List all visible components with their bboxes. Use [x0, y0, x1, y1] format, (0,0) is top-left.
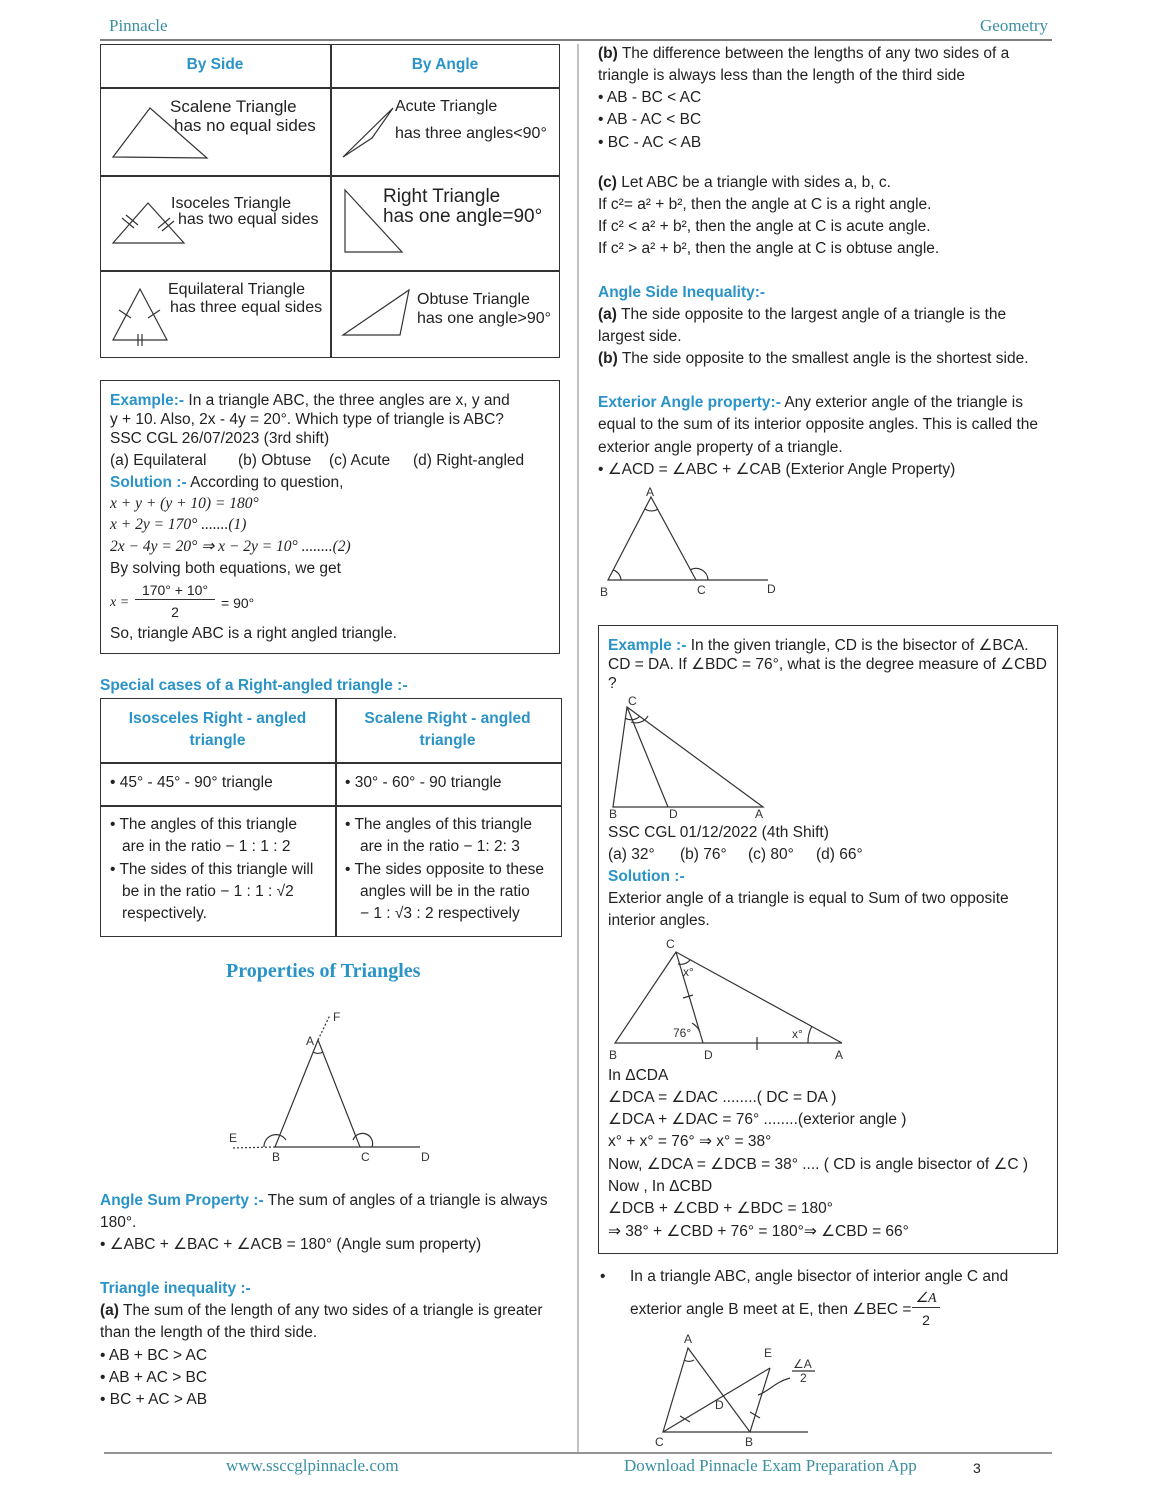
text: equal to the sum of its interior opposite angles. This is called the	[598, 416, 1038, 433]
svg-text:C: C	[666, 937, 675, 951]
text: If c² < a² + b², then the angle at C is acute angle.	[598, 218, 931, 235]
solution-step: ⇒ 38° + ∠CBD + 76° = 180°⇒ ∠CBD = 66°	[608, 1223, 909, 1240]
option-a: (a) 32°	[608, 846, 655, 863]
item-label: (b)	[598, 45, 618, 62]
isosceles-desc: has two equal sides	[178, 211, 319, 228]
list-item: • AB - BC < AC	[598, 89, 702, 106]
text: The side opposite to the largest angle of a triangle is the	[616, 306, 1007, 323]
table-cell: angles will be in the ratio	[360, 883, 530, 900]
fraction-denominator: 2	[171, 604, 179, 620]
fraction-rhs: = 90°	[221, 595, 255, 611]
svg-text:D: D	[715, 1398, 724, 1412]
scalene-desc: has no equal sides	[174, 116, 316, 135]
fraction-numerator: ∠A	[912, 1290, 940, 1308]
svg-text:2: 2	[800, 1371, 807, 1385]
svg-text:C: C	[628, 694, 637, 708]
list-item: • AB - AC < BC	[598, 111, 702, 128]
svg-text:76°: 76°	[673, 1026, 692, 1040]
svg-text:E: E	[764, 1346, 773, 1360]
exam-source: SSC CGL 01/12/2022 (4th Shift)	[608, 824, 829, 841]
solution-step: x + y + (y + 10) = 180°	[110, 495, 259, 512]
bisector-text: exterior angle B meet at E, then ∠BEC =	[630, 1301, 912, 1318]
table-cell: • The sides opposite to these	[345, 861, 545, 878]
svg-text:x°: x°	[683, 965, 694, 979]
svg-text:F: F	[333, 1010, 341, 1024]
option-a: (a) Equilateral	[110, 452, 207, 469]
table-cell: • The angles of this triangle	[110, 816, 297, 833]
fraction-lhs: x =	[110, 595, 130, 610]
table-cell: • 45° - 45° - 90° triangle	[110, 774, 273, 791]
angle-sum-formula: • ∠ABC + ∠BAC + ∠ACB = 180° (Angle sum property)	[100, 1236, 482, 1253]
svg-text:D: D	[767, 582, 776, 596]
solution-step: In ΔCDA	[608, 1067, 669, 1084]
fraction-numerator: 170° + 10°	[135, 582, 215, 600]
question-text: CD = DA. If ∠BDC = 76°, what is the degree measure of ∠CBD	[608, 656, 1047, 673]
solution-text: Exterior angle of a triangle is equal to Sum of two opposite	[608, 890, 1009, 907]
svg-text:∠A: ∠A	[793, 1357, 812, 1371]
equilateral-name: Equilateral Triangle	[168, 281, 305, 298]
item-label: (b)	[598, 350, 618, 367]
svg-text:D: D	[669, 807, 678, 821]
solution-step: Now, ∠DCA = ∠DCB = 38° .... ( CD is angle bisector of ∠C )	[608, 1156, 1029, 1173]
option-c: (c) Acute	[329, 452, 391, 469]
question-text: In a triangle ABC, the three angles are x, y and	[184, 392, 510, 409]
question-text: y + 10. Also, 2x - 4y = 20°. Which type of triangle is ABC?	[110, 411, 504, 428]
question-text: In the given triangle, CD is the bisector of ∠BCA.	[686, 637, 1029, 654]
acute-desc: has three angles<90°	[395, 125, 547, 142]
right-desc: has one angle=90°	[383, 206, 543, 227]
item-label: (a)	[100, 1302, 119, 1319]
list-item: • BC + AC > AB	[100, 1391, 208, 1408]
table-cell: − 1 : √3 : 2 respectively	[360, 905, 520, 922]
solution-step: 2x − 4y = 20° ⇒ x − 2y = 10° ........(2)	[110, 538, 351, 555]
obtuse-desc: has one angle>90°	[417, 310, 552, 327]
list-item: • BC - AC < AB	[598, 134, 702, 151]
exterior-formula: • ∠ACD = ∠ABC + ∠CAB (Exterior Angle Property)	[598, 461, 956, 478]
table-cell: respectively.	[122, 905, 207, 922]
col-header-by-side: By Side	[186, 56, 244, 73]
col-header-isosceles: triangle	[189, 732, 246, 749]
svg-text:A: A	[306, 1034, 315, 1048]
footer-website-link[interactable]: www.ssccglpinnacle.com	[226, 1456, 399, 1475]
exam-source: SSC CGL 26/07/2023 (3rd shift)	[110, 430, 330, 447]
acute-name: Acute Triangle	[395, 98, 498, 115]
angle-sum-text: The sum of angles of a triangle is always	[263, 1192, 548, 1209]
example-label: Example :-	[608, 637, 687, 654]
text: triangle is always less than the length of the third side	[598, 67, 966, 84]
svg-text:B: B	[745, 1435, 754, 1449]
solution-step: x° + x° = 76° ⇒ x° = 38°	[608, 1133, 772, 1150]
text: The side opposite to the smallest angle is the shortest side.	[617, 350, 1029, 367]
table-cell: are in the ratio − 1: 2: 3	[360, 838, 520, 855]
table-cell: • 30° - 60° - 90 triangle	[345, 774, 502, 791]
svg-text:E: E	[229, 1131, 238, 1145]
col-header-isosceles: Isosceles Right - angled	[128, 710, 307, 727]
svg-text:C: C	[655, 1435, 664, 1449]
header-brand: Pinnacle	[109, 16, 168, 35]
angle-sum-text: 180°.	[100, 1214, 137, 1231]
footer-app-link[interactable]: Download Pinnacle Exam Preparation App	[624, 1456, 917, 1475]
triangle-inequality-title: Triangle inequality :-	[100, 1280, 251, 1297]
option-b: (b) 76°	[680, 846, 727, 863]
solution-step: ∠DCB + ∠CBD + ∠BDC = 180°	[608, 1200, 833, 1217]
option-d: (d) Right-angled	[413, 452, 525, 469]
svg-text:B: B	[600, 585, 609, 599]
table-cell: be in the ratio − 1 : 1 : √2	[122, 883, 294, 900]
col-header-scalene: triangle	[419, 732, 476, 749]
list-item: • AB + BC > AC	[100, 1347, 208, 1364]
scalene-name: Scalene Triangle	[170, 97, 297, 116]
exterior-angle-figure	[600, 485, 776, 599]
angle-side-title: Angle Side Inequality:-	[598, 284, 766, 301]
special-cases-title: Special cases of a Right-angled triangle :-	[100, 677, 408, 694]
item-label: (c)	[598, 174, 617, 191]
example-label: Example:-	[110, 392, 185, 409]
header-subject: Geometry	[980, 16, 1048, 35]
table-cell: • The angles of this triangle	[345, 816, 532, 833]
text: If c²= a² + b², then the angle at C is a right angle.	[598, 196, 932, 213]
page-number: 3	[973, 1460, 981, 1476]
question-text: ?	[608, 675, 617, 692]
fraction-denominator: 2	[922, 1312, 930, 1328]
bisector-text: In a triangle ABC, angle bisector of interior angle C and	[630, 1268, 1009, 1285]
text: Let ABC be a triangle with sides a, b, c.	[616, 174, 891, 191]
table-cell: • The sides of this triangle will	[110, 861, 314, 878]
svg-text:C: C	[697, 583, 706, 597]
obtuse-name: Obtuse Triangle	[417, 291, 530, 308]
bullet: •	[600, 1268, 606, 1285]
item-label: (a)	[598, 306, 617, 323]
conclusion: So, triangle ABC is a right angled triangle.	[110, 625, 397, 642]
solution-label: Solution :-	[608, 868, 685, 885]
right-name: Right Triangle	[383, 186, 501, 207]
svg-text:B: B	[272, 1150, 281, 1164]
solution-step: By solving both equations, we get	[110, 560, 341, 577]
solution-step: Now , In ΔCBD	[608, 1178, 713, 1195]
text: The difference between the lengths of any two sides of a	[617, 45, 1010, 62]
col-header-by-angle: By Angle	[411, 56, 479, 73]
svg-text:D: D	[704, 1048, 713, 1062]
col-header-scalene: Scalene Right - angled	[364, 710, 531, 727]
text: Any exterior angle of the triangle is	[780, 394, 1023, 411]
text: If c² > a² + b², then the angle at C is obtuse angle.	[598, 240, 940, 257]
option-c: (c) 80°	[748, 846, 794, 863]
solution-step: ∠DCA = ∠DAC ........( DC = DA )	[608, 1089, 837, 1106]
svg-text:A: A	[835, 1048, 844, 1062]
section-title: Properties of Triangles	[226, 960, 421, 982]
option-b: (b) Obtuse	[238, 452, 312, 469]
solution-label: Solution :-	[110, 474, 187, 491]
option-d: (d) 66°	[816, 846, 863, 863]
equilateral-desc: has three equal sides	[170, 299, 323, 316]
svg-text:B: B	[609, 1048, 618, 1062]
solution-step: x + 2y = 170° .......(1)	[110, 516, 247, 533]
isosceles-name: Isoceles Triangle	[171, 195, 292, 212]
angle-sum-figure	[229, 1010, 430, 1164]
bisector-figure	[655, 1332, 815, 1449]
solution-text: interior angles.	[608, 912, 710, 929]
svg-text:x°: x°	[792, 1027, 803, 1041]
text: exterior angle property of a triangle.	[598, 439, 843, 456]
list-item: • AB + AC > BC	[100, 1369, 208, 1386]
svg-text:C: C	[361, 1150, 370, 1164]
text: than the length of the third side.	[100, 1324, 318, 1341]
svg-text:A: A	[646, 485, 655, 499]
text: largest side.	[598, 328, 682, 345]
solution-text: According to question,	[186, 474, 344, 491]
angle-sum-label: Angle Sum Property :-	[100, 1192, 264, 1209]
text: The sum of the length of any two sides of a triangle is greater	[118, 1302, 543, 1319]
svg-text:A: A	[755, 807, 764, 821]
table-cell: are in the ratio − 1 : 1 : 2	[122, 838, 291, 855]
svg-text:B: B	[609, 807, 618, 821]
solution-step: ∠DCA + ∠DAC = 76° ........(exterior angle )	[608, 1111, 907, 1128]
exterior-angle-title: Exterior Angle property:-	[598, 394, 781, 411]
svg-text:D: D	[421, 1150, 430, 1164]
svg-text:A: A	[684, 1332, 693, 1346]
